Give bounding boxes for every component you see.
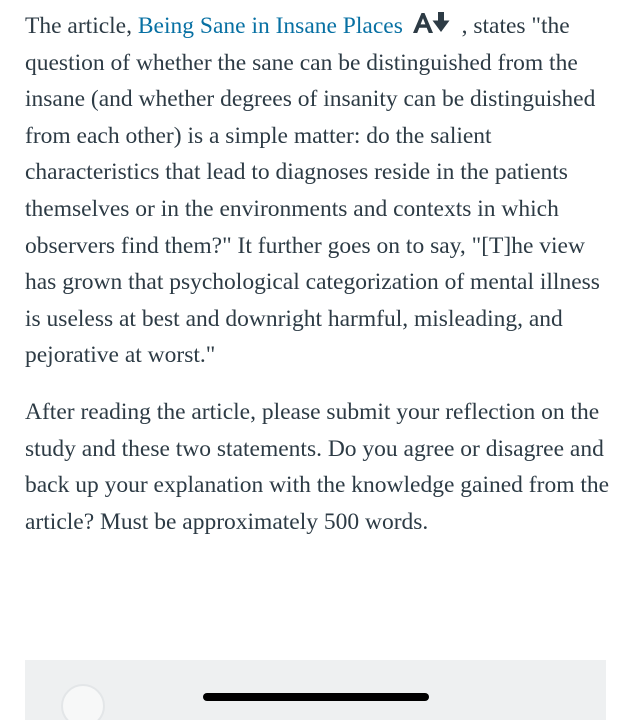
avatar [61, 684, 105, 720]
article-paragraph [25, 8, 610, 374]
bottom-panel [25, 660, 606, 720]
quote-text: , states "the question of whether the sane can be distinguished from the insane (and whether degrees of insanity can be distinguished from each other) is a simple matter: do the salient characteristics that lead to diagnoses reside in the patients themselves or in the environments and contexts in which observers find them?" It further goes on to say, "[T]he view has grown that psychological categorization of mental illness is useless at best and downright harmful, misleading, and pejorative at worst." [25, 13, 600, 369]
article-link[interactable]: Being Sane in Insane Places [137, 13, 403, 39]
download-document-icon[interactable] [411, 11, 455, 35]
assignment-description [25, 8, 610, 540]
intro-text: The article, [25, 13, 138, 39]
instructions-paragraph: After reading the article, please submit your reflection on the study and these two statements. Do you agree or disagree and back up your explanation with the knowledge gained from the article? Must be approximately 500 words. [25, 398, 610, 535]
